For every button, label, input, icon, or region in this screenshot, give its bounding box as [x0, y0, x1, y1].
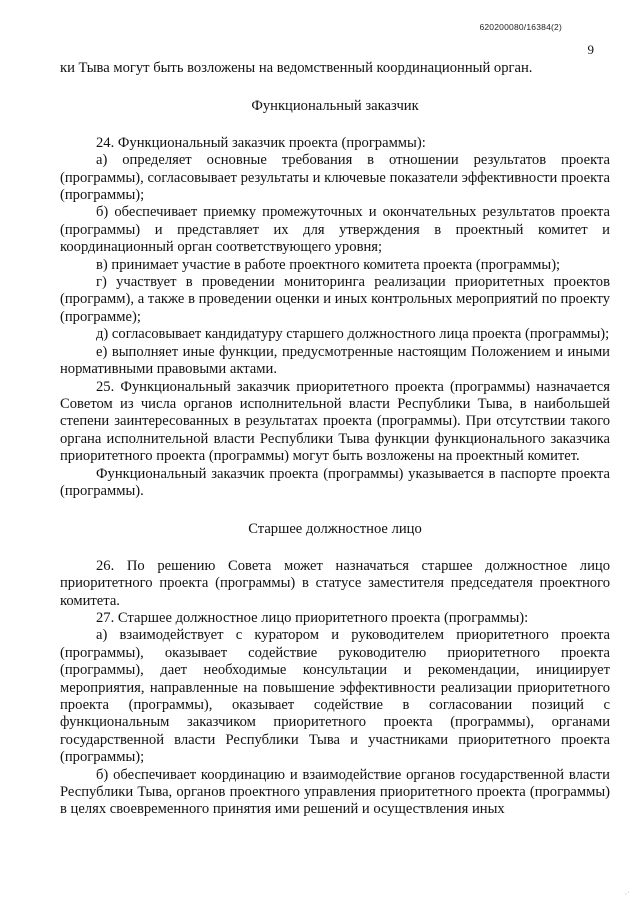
document-id: 620200080/16384(2): [479, 22, 562, 32]
paragraph-24g: г) участвует в проведении мониторинга реализации приоритетных проектов (программ), а также в проведении оценки и иных контрольных мероприятий по проекту (программе);: [60, 274, 610, 325]
paragraph-27: 27. Старшее должностное лицо приоритетного проекта (программы):: [96, 609, 529, 626]
section-heading-senior-official: Старшее должностное лицо: [248, 521, 422, 538]
paragraph-24a: а) определяет основные требования в отношении результатов проекта (программы), согласовывает результаты и ключевые показатели эффективности проекта (программы);: [60, 152, 610, 204]
section-heading-functional-customer: Функциональный заказчик: [251, 98, 419, 115]
paragraph-27b: б) обеспечивает координацию и взаимодействие органов государственной власти Республики Тыва, органов проектного управления приоритетного проекта (программы) в целях своевременного принятия ими решений и осуществления иных: [60, 766, 610, 818]
paragraph-25-passport: Функциональный заказчик проекта (программы) указывается в паспорте проекта (программы).: [60, 465, 610, 499]
paragraph-25: 25. Функциональный заказчик приоритетного проекта (программы) назначается Советом из числа органов исполнительной власти Республики Тыва, в наибольшей степени заинтересованных в результатах проекта (программы). При отсутствии такого органа исполнительной власти Республики Тыва функции функционального заказчика приоритетного проекта (программы) могут быть возложены на проектный комитет.: [60, 378, 610, 465]
document-body: [60, 60, 610, 819]
paragraph-continuation: ки Тыва могут быть возложены на ведомственный координационный орган.: [60, 60, 533, 76]
paragraph-24: 24. Функциональный заказчик проекта (программы):: [96, 134, 426, 151]
paragraph-24d: д) согласовывает кандидатуру старшего должностного лица проекта (программы);: [96, 326, 610, 343]
scan-mark: ·˙: [624, 890, 630, 899]
paragraph-26: 26. По решению Совета может назначаться старшее должностное лицо приоритетного проекта (программы) в статусе заместителя председателя проектного комитета.: [60, 557, 610, 609]
page-number: 9: [587, 42, 594, 57]
paragraph-24e: е) выполняет иные функции, предусмотренные настоящим Положением и иными нормативными правовыми актами.: [60, 343, 610, 378]
paragraph-24b: б) обеспечивает приемку промежуточных и окончательных результатов проекта (программы) и представляет их для утверждения в проектный комитет и координационный орган соответствующего уровня;: [60, 204, 610, 256]
paragraph-24v: в) принимает участие в работе проектного комитета проекта (программы);: [96, 256, 561, 273]
paragraph-27a: а) взаимодействует с куратором и руководителем приоритетного проекта (программы), оказывает содействие руководителю приоритетного проекта (программы), дает необходимые консультации и рекомендации, инициирует мероприятия, направленные на повышение эффективности реализации приоритетного проекта (программы), оказывает содействие в согласовании позиций с функциональным заказчиком приоритетного проекта (программы), органами государственной власти Республики Тыва и участниками приоритетного проекта (программы);: [60, 627, 610, 766]
